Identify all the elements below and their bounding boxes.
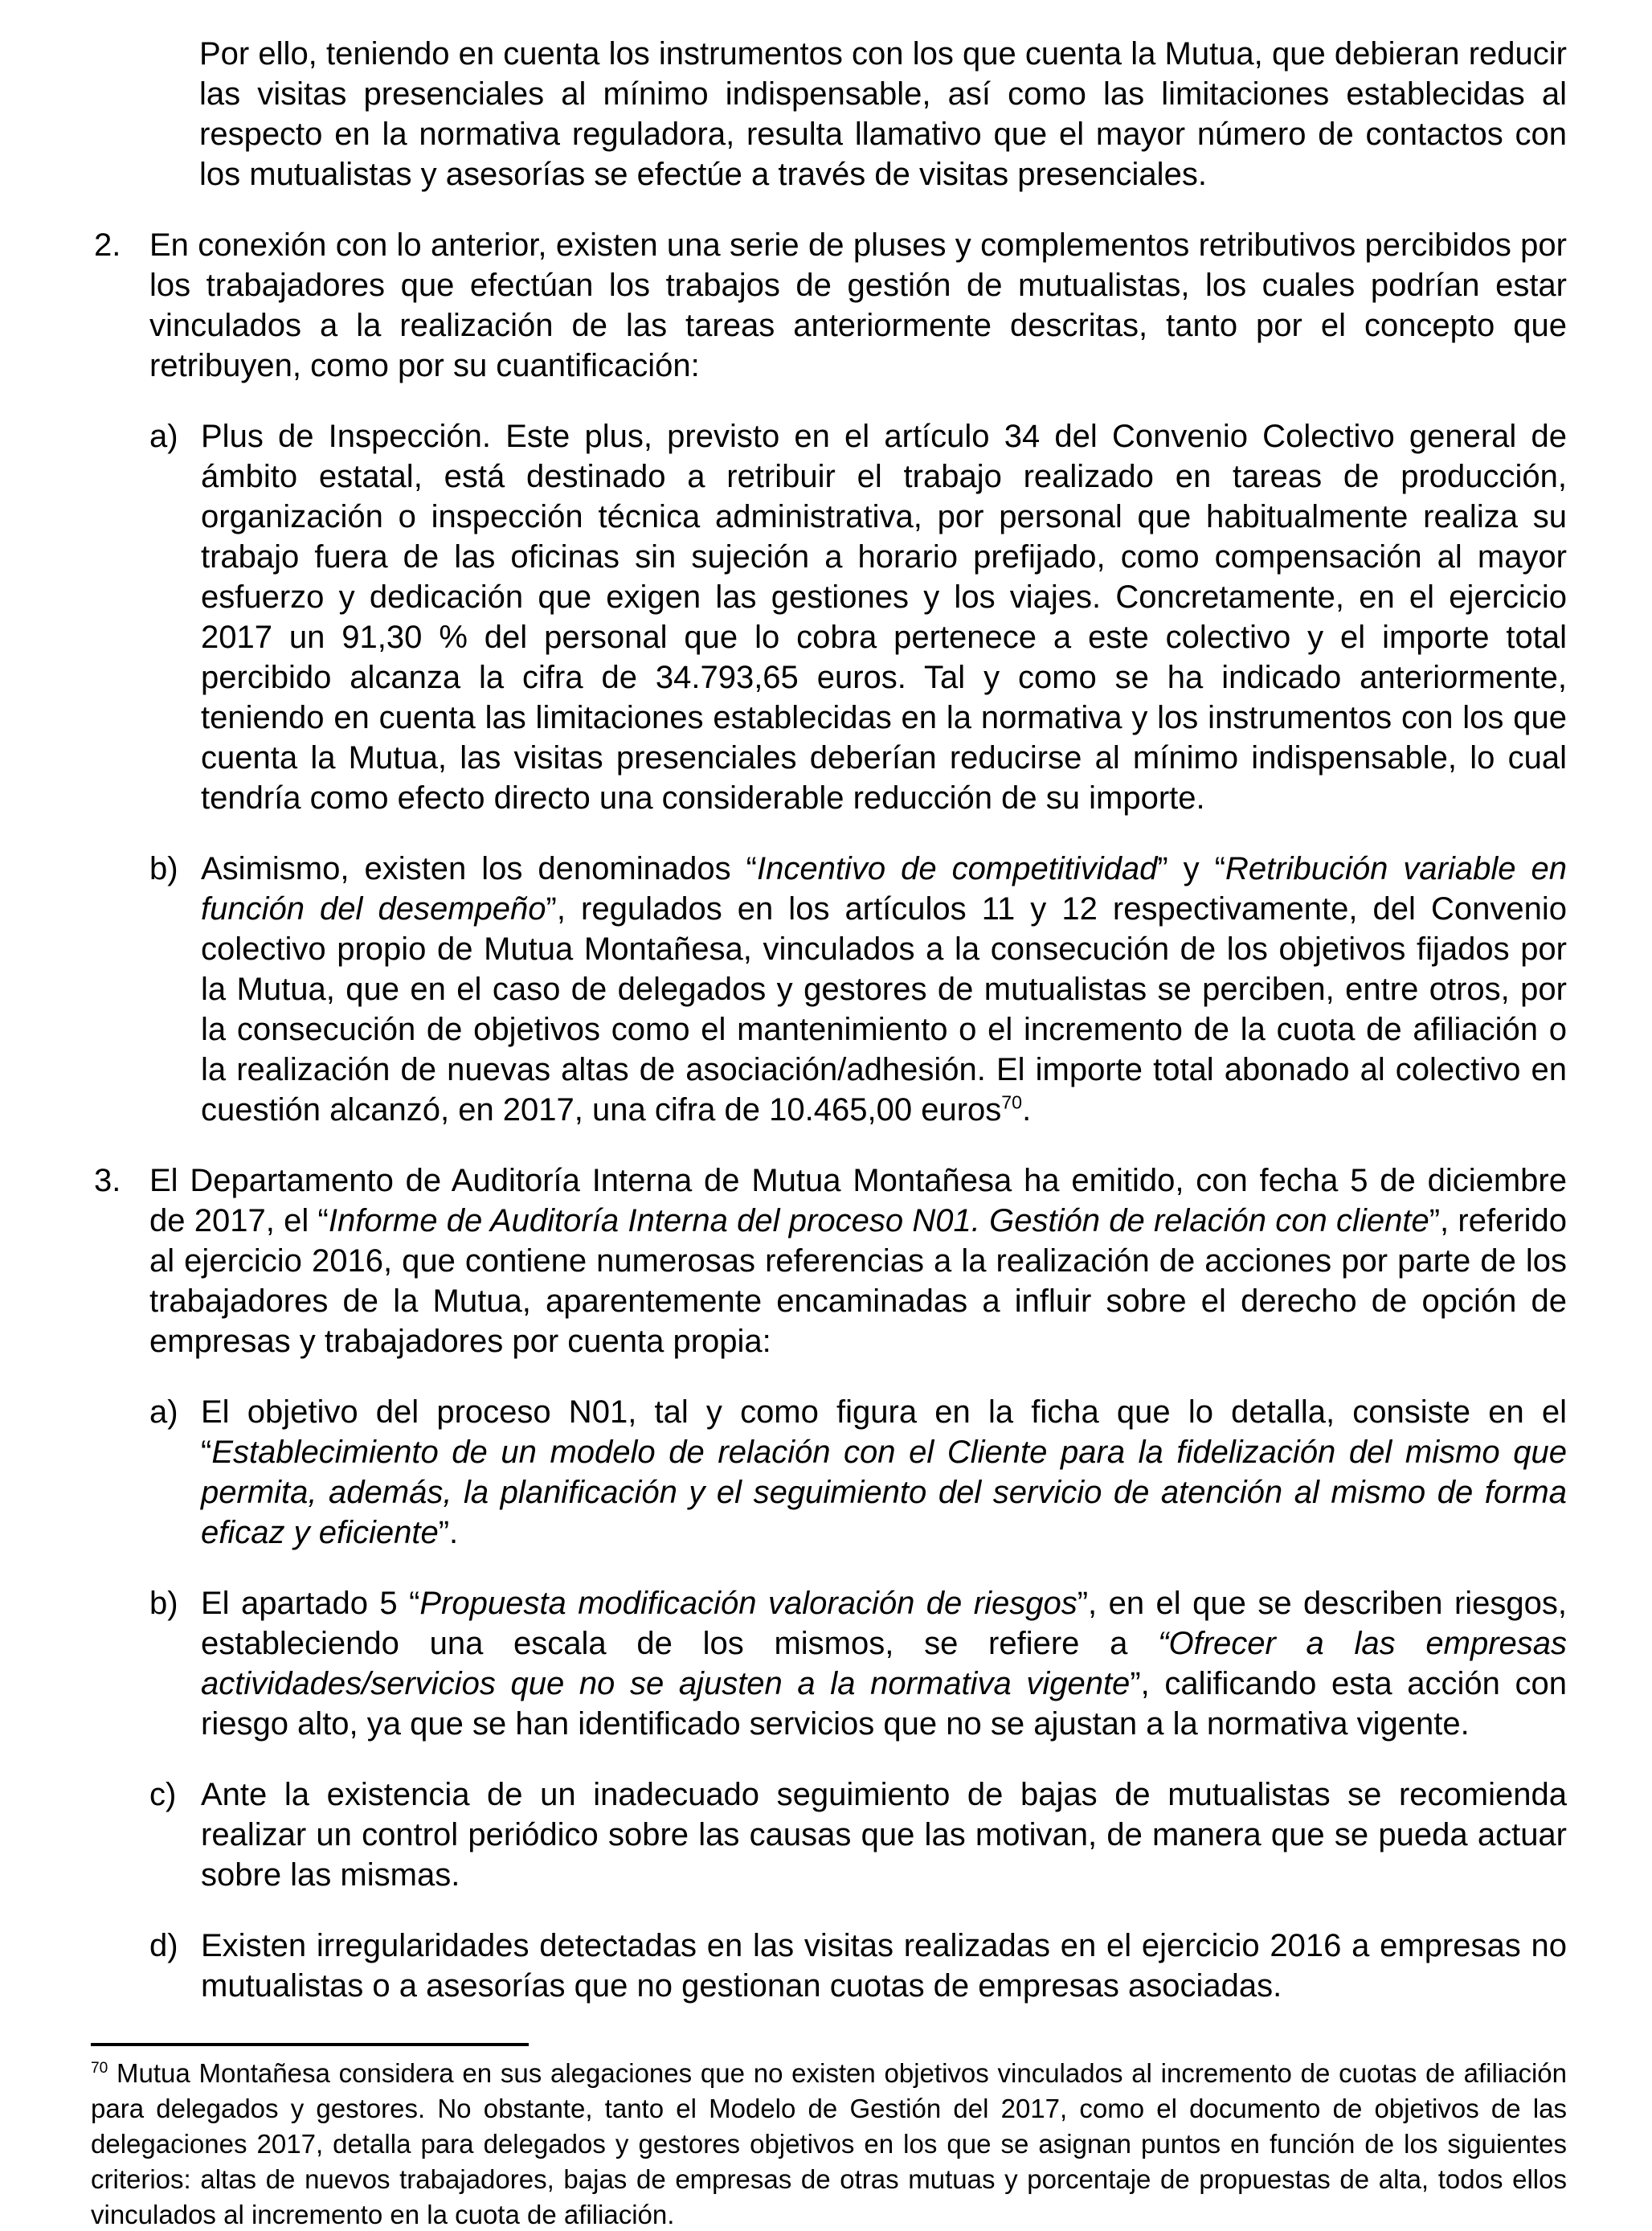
item-3a-marker: a) — [149, 1394, 178, 1430]
lettered-item-3a — [149, 1392, 1567, 1553]
item-3b-marker: b) — [149, 1586, 178, 1621]
item-2b-text — [201, 849, 1567, 1130]
item-3d-marker: d) — [149, 1928, 178, 1963]
numbered-item-3 — [94, 1161, 1567, 1361]
footnote-70-number: 70 — [91, 2060, 108, 2077]
lettered-item-2b — [149, 849, 1567, 1130]
item-2-number: 2. — [94, 227, 121, 263]
item-2-text: En conexión con lo anterior, existen una serie de pluses y complementos retributivos percibidos por los trabajadores que efectúan los trabajos de gestión de mutualistas, los cuales podrían estar vinculados a la realización de las tareas anteriormente descritas, tanto por el concepto que retribuyen, como por su cuantificación: — [149, 227, 1567, 383]
item-2a-marker: a) — [149, 419, 178, 454]
item-2b-seg5: ”, regulados en los artículos 11 y 12 respectivamente, del Convenio colectivo propio de Mutua Montañesa, vinculados a la consecución de los objetivos fijados por la Mutua, que en el caso de delegados y gestores de mutualistas se perciben, entre otros, por la consecución de objetivos como el mantenimiento o el incremento de la cuota de afiliación o la realización de nuevas altas de asociación/adhesión. El importe total abonado al colectivo en cuestión alcanzó, en 2017, una cifra de 10.465,00 euros — [201, 891, 1567, 1128]
item-3a-text — [201, 1392, 1567, 1553]
item-3-seg3: ”, referido al ejercicio 2016, que contiene numerosas referencias a la realización de acciones por parte de los trabajadores de la Mutua, aparentemente encaminadas a influir sobre el derecho de opción de empresas y trabajadores por cuenta propia: — [149, 1203, 1568, 1359]
item-3d-text: Existen irregularidades detectadas en las visitas realizadas en el ejercicio 2016 a empresas no mutualistas o a asesorías que no gestionan cuotas de empresas asociadas. — [201, 1928, 1567, 2004]
item-3-text — [149, 1161, 1567, 1361]
item-2b-quote-2: Retribución variable en función del desempeño — [201, 851, 1567, 927]
item-3b-seg5: ”, calificando esta acción con riesgo alto, ya que se han identificado servicios que no se ajustan a la normativa vigente. — [201, 1666, 1567, 1742]
lettered-item-3b — [149, 1583, 1567, 1744]
footnote-70 — [91, 2056, 1567, 2231]
item-2b-marker: b) — [149, 851, 178, 886]
item-3a-seg1: El objetivo del proceso N01, tal y como figura en la ficha que lo detalla, consiste en el “ — [201, 1394, 1567, 1470]
item-3-report-title: Informe de Auditoría Interna del proceso N01. Gestión de relación con cliente — [328, 1203, 1429, 1238]
item-3b-quote-2: “Ofrecer a las empresas actividades/servicios que no se ajusten a la normativa vigente — [201, 1626, 1568, 1701]
item-3b-seg3: ”, en el que se describen riesgos, estableciendo una escala de los mismos, se refiere a — [201, 1586, 1567, 1661]
numbered-item-2 — [94, 225, 1567, 386]
lettered-item-2a — [149, 416, 1567, 818]
item-3a-quote: Establecimiento de un modelo de relación con el Cliente para la fidelización del mismo que permita, además, la planificación y el seguimiento del servicio de atención al mismo de forma eficaz y eficiente — [201, 1435, 1567, 1550]
lettered-item-3d — [149, 1926, 1567, 2006]
footnote-70-text: Mutua Montañesa considera en sus alegaciones que no existen objetivos vinculados al incremento de cuotas de afiliación para delegados y gestores. No obstante, tanto el Modelo de Gestión del 2017, como el documento de objetivos de las delegaciones 2017, detalla para delegados y gestores objetivos en los que se asignan puntos en función de los siguientes criterios: altas de nuevos trabajadores, bajas de empresas de otras mutuas y porcentaje de propuestas de alta, todos ellos vinculados al incremento en la cuota de afiliación. — [91, 2058, 1567, 2229]
item-2b-quote-1: Incentivo de competitividad — [756, 851, 1158, 886]
footnote-reference-70: 70 — [1001, 1091, 1023, 1113]
item-3c-marker: c) — [149, 1777, 177, 1812]
item-2b-seg1: Asimismo, existen los denominados “ — [201, 851, 757, 886]
item-3c-text: Ante la existencia de un inadecuado seguimiento de bajas de mutualistas se recomienda realizar un control periódico sobre las causas que las motivan, de manera que se pueda actuar sobre las mismas. — [201, 1777, 1567, 1893]
item-3b-quote-1: Propuesta modificación valoración de riesgos — [419, 1586, 1077, 1621]
item-3-number: 3. — [94, 1163, 121, 1198]
item-3a-seg3: ”. — [438, 1515, 459, 1550]
item-3-seg1: El Departamento de Auditoría Interna de Mutua Montañesa ha emitido, con fecha 5 de diciembre de 2017, el “ — [149, 1163, 1567, 1238]
item-2b-seg3: ” y “ — [1157, 851, 1226, 886]
item-2b-seg6: . — [1022, 1092, 1032, 1128]
intro-paragraph: Por ello, teniendo en cuenta los instrumentos con los que cuenta la Mutua, que debieran reducir las visitas presenciales al mínimo indispensable, así como las limitaciones establecidas al respecto en la normativa reguladora, resulta llamativo que el mayor número de contactos con los mutualistas y asesorías se efectúe a través de visitas presenciales. — [199, 36, 1567, 192]
item-3b-text — [201, 1583, 1567, 1744]
footnote-separator — [91, 2043, 529, 2046]
item-3b-seg1: El apartado 5 “ — [201, 1586, 420, 1621]
item-2a-text: Plus de Inspección. Este plus, previsto en el artículo 34 del Convenio Colectivo general de ámbito estatal, está destinado a retribuir el trabajo realizado en tareas de producción, organización o inspección técnica administrativa, por personal que habitualmente realiza su trabajo fuera de las oficinas sin sujeción a horario prefijado, como compensación al mayor esfuerzo y dedicación que exigen las gestiones y los viajes. Concretamente, en el ejercicio 2017 un 91,30 % del personal que lo cobra pertenece a este colectivo y el importe total percibido alcanza la cifra de 34.793,65 euros. Tal y como se ha indicado anteriormente, teniendo en cuenta las limitaciones establecidas en la normativa y los instrumentos con los que cuenta la Mutua, las visitas presenciales deberían reducirse al mínimo indispensable, lo cual tendría como efecto directo una considerable reducción de su importe. — [201, 419, 1567, 816]
footnote-area — [0, 2043, 1652, 2231]
lettered-item-3c — [149, 1775, 1567, 1895]
